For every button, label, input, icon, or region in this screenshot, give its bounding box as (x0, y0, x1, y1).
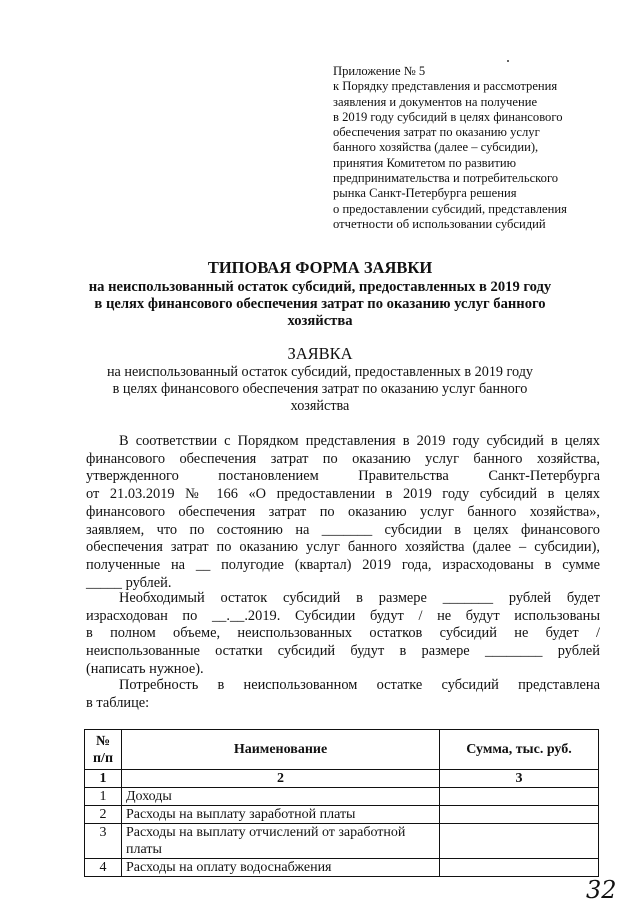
paragraph-line: финансового обеспечения затрат по оказанию услуг банного хозяйства», (86, 503, 600, 520)
appendix-line: о предоставлении субсидий, представления (333, 201, 567, 216)
table-header-row (85, 730, 599, 770)
row-number: 1 (85, 788, 122, 806)
application-title: ЗАЯВКА (287, 344, 353, 363)
paragraph-line: (написать нужное). (86, 660, 204, 677)
header-sum: Сумма, тыс. руб. (440, 730, 599, 770)
row-name: Расходы на оплату водоснабжения (122, 859, 440, 877)
row-sum[interactable] (440, 824, 599, 859)
application-subtitle-line: хозяйства (290, 398, 350, 414)
table-row (85, 806, 599, 824)
paragraph-line: финансового обеспечения затрат по оказанию услуг банного хозяйства, (86, 450, 600, 467)
appendix-line: банного хозяйства (далее – субсидии), (333, 140, 539, 155)
table-row (85, 824, 599, 859)
paragraph-line: от 21.03.2019 № 166 «О предоставлении в 2019 году субсидий в целях (86, 486, 600, 503)
form-subtitle-line: хозяйства (287, 313, 353, 329)
appendix-line: в 2019 году субсидий в целях финансового (333, 109, 563, 124)
appendix-line: к Порядку представления и рассмотрения (333, 79, 558, 94)
appendix-line: заявления и документов на получение (333, 94, 538, 109)
paragraph-line: полученные на __ полугодие (квартал) 2019 года, израсходованы в сумме (86, 556, 600, 573)
paragraph-remainder (86, 590, 600, 679)
row-sum[interactable] (440, 806, 599, 824)
appendix-header (333, 64, 593, 232)
paragraph-line: _____ рублей. (86, 574, 172, 591)
form-subtitle (40, 279, 600, 330)
paragraph-line: в таблице: (86, 694, 150, 711)
colnum-3: 3 (440, 770, 599, 788)
paragraph-line: Потребность в неиспользованном остатке субсидий представлена (119, 677, 600, 693)
form-subtitle-line: на неиспользованный остаток субсидий, предоставленных в 2019 году (88, 279, 552, 295)
appendix-line: принятия Комитетом по развитию (333, 155, 517, 170)
application-subtitle (40, 364, 600, 415)
appendix-line: обеспечения затрат по оказанию услуг (333, 125, 540, 140)
header-name: Наименование (122, 730, 440, 770)
needs-table (84, 729, 599, 877)
paragraph-line: обеспечения затрат по оказанию услуг банного хозяйства (далее – субсидии), (86, 539, 600, 556)
appendix-line: рынка Санкт-Петербурга решения (333, 186, 517, 201)
row-number: 4 (85, 859, 122, 877)
row-number: 2 (85, 806, 122, 824)
paragraph-line: заявляем, что по состоянию на _______ субсидии в целях финансового (86, 521, 600, 538)
paragraph-line: Необходимый остаток субсидий в размере _______ рублей будет (119, 590, 600, 606)
page-number: 32 (586, 876, 617, 904)
row-sum[interactable] (440, 859, 599, 877)
appendix-line: предпринимательства и потребительского (333, 171, 559, 186)
appendix-line: Приложение № 5 (333, 64, 426, 78)
row-name: Доходы (122, 788, 440, 806)
table-row (85, 859, 599, 877)
form-subtitle-line: в целях финансового обеспечения затрат по оказанию услуг банного (94, 296, 546, 312)
colnum-2: 2 (122, 770, 440, 788)
table-row (85, 788, 599, 806)
header-number: № п/п (85, 730, 122, 770)
paragraph-line: утвержденного постановлением Правительства Санкт-Петербурга (86, 468, 600, 485)
paragraph-line: В соответствии с Порядком представления в 2019 году субсидий в целях (119, 433, 600, 449)
paragraph-need (86, 677, 600, 712)
row-name: Расходы на выплату отчислений от заработной платы (122, 824, 440, 859)
application-subtitle-line: на неиспользованный остаток субсидий, предоставленных в 2019 году (106, 364, 534, 380)
scan-speck (507, 60, 509, 62)
form-title: ТИПОВАЯ ФОРМА ЗАЯВКИ (207, 258, 433, 277)
table-colnum-row (85, 770, 599, 788)
row-sum[interactable] (440, 788, 599, 806)
appendix-line: отчетности об использовании субсидий (333, 216, 546, 231)
row-number: 3 (85, 824, 122, 859)
row-name: Расходы на выплату заработной платы (122, 806, 440, 824)
paragraph-line: израсходован по __.__.2019. Субсидии будут / не будут использованы (86, 607, 600, 624)
paragraph-line: в полном объеме, неиспользованных остатков субсидий не будет / (86, 625, 600, 642)
paragraph-conformity (86, 433, 600, 592)
paragraph-line: неиспользованные остатки субсидий будут в размере ________ рублей (86, 643, 600, 660)
colnum-1: 1 (85, 770, 122, 788)
application-subtitle-line: в целях финансового обеспечения затрат по оказанию услуг банного (112, 381, 528, 397)
